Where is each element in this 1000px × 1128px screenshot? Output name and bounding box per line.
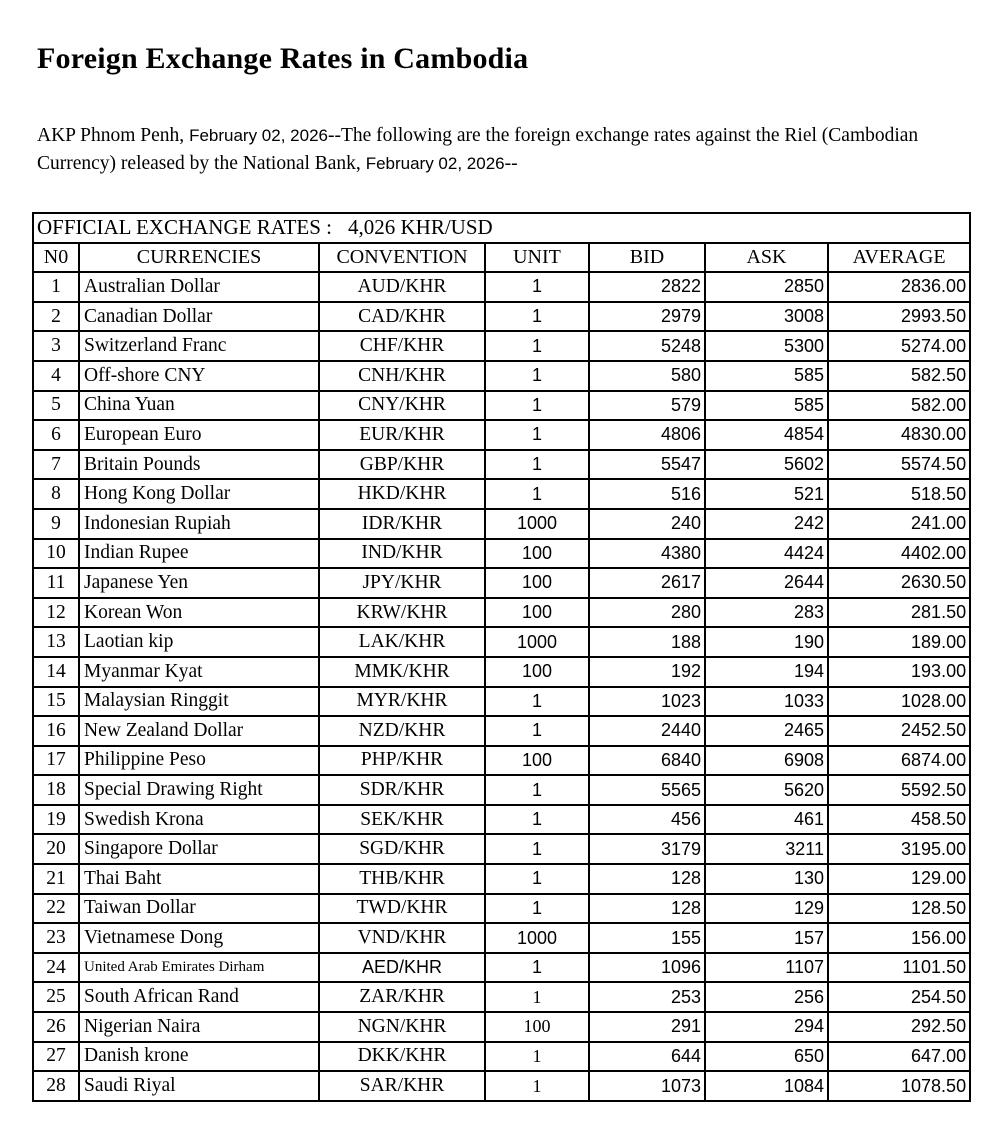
cell-bid: 5248: [589, 331, 705, 361]
cell-unit: 100: [485, 746, 589, 776]
cell-bid: 579: [589, 391, 705, 421]
cell-ask: 5300: [705, 331, 828, 361]
cell-convention: VND/KHR: [319, 923, 485, 953]
cell-average: 2452.50: [828, 716, 970, 746]
cell-no: 5: [33, 391, 79, 421]
cell-currency: Korean Won: [79, 598, 319, 628]
cell-convention: SEK/KHR: [319, 805, 485, 835]
cell-no: 9: [33, 509, 79, 539]
cell-ask: 2850: [705, 272, 828, 302]
table-body: [33, 272, 970, 1101]
cell-no: 18: [33, 775, 79, 805]
column-header-currencies: CURRENCIES: [79, 243, 319, 273]
cell-average: 1028.00: [828, 687, 970, 717]
table-row: [33, 1042, 970, 1072]
cell-ask: 242: [705, 509, 828, 539]
cell-average: 2836.00: [828, 272, 970, 302]
cell-no: 28: [33, 1071, 79, 1101]
cell-ask: 5620: [705, 775, 828, 805]
intro-segment-body: --: [504, 153, 518, 174]
cell-bid: 128: [589, 894, 705, 924]
cell-convention: SDR/KHR: [319, 775, 485, 805]
table-row: [33, 953, 970, 983]
cell-ask: 461: [705, 805, 828, 835]
header-row: [33, 243, 970, 273]
cell-average: 582.50: [828, 361, 970, 391]
cell-ask: 4424: [705, 539, 828, 569]
cell-average: 128.50: [828, 894, 970, 924]
cell-convention: NZD/KHR: [319, 716, 485, 746]
cell-average: 193.00: [828, 657, 970, 687]
cell-bid: 240: [589, 509, 705, 539]
cell-unit: 1: [485, 953, 589, 983]
cell-currency: Swedish Krona: [79, 805, 319, 835]
cell-unit: 1: [485, 361, 589, 391]
cell-ask: 5602: [705, 450, 828, 480]
cell-bid: 155: [589, 923, 705, 953]
cell-average: 241.00: [828, 509, 970, 539]
cell-unit: 1: [485, 894, 589, 924]
cell-unit: 100: [485, 568, 589, 598]
cell-unit: 1: [485, 982, 589, 1012]
intro-paragraph: [37, 122, 945, 178]
cell-ask: 650: [705, 1042, 828, 1072]
cell-no: 7: [33, 450, 79, 480]
cell-convention: CNY/KHR: [319, 391, 485, 421]
cell-unit: 100: [485, 1012, 589, 1042]
table-row: [33, 716, 970, 746]
cell-bid: 1073: [589, 1071, 705, 1101]
table-row: [33, 391, 970, 421]
cell-currency: Switzerland Franc: [79, 331, 319, 361]
cell-convention: IDR/KHR: [319, 509, 485, 539]
cell-unit: 1: [485, 775, 589, 805]
cell-bid: 2822: [589, 272, 705, 302]
cell-no: 6: [33, 420, 79, 450]
cell-no: 8: [33, 479, 79, 509]
cell-no: 4: [33, 361, 79, 391]
cell-convention: GBP/KHR: [319, 450, 485, 480]
cell-ask: 585: [705, 391, 828, 421]
cell-average: 129.00: [828, 864, 970, 894]
cell-bid: 2440: [589, 716, 705, 746]
cell-convention: CNH/KHR: [319, 361, 485, 391]
cell-convention: SGD/KHR: [319, 834, 485, 864]
cell-ask: 4854: [705, 420, 828, 450]
table-row: [33, 746, 970, 776]
cell-average: 292.50: [828, 1012, 970, 1042]
cell-convention: EUR/KHR: [319, 420, 485, 450]
cell-ask: 2644: [705, 568, 828, 598]
cell-currency: Australian Dollar: [79, 272, 319, 302]
cell-currency: Saudi Riyal: [79, 1071, 319, 1101]
column-header-average: AVERAGE: [828, 243, 970, 273]
table-row: [33, 627, 970, 657]
cell-currency: China Yuan: [79, 391, 319, 421]
cell-ask: 1084: [705, 1071, 828, 1101]
cell-average: 4402.00: [828, 539, 970, 569]
table-row: [33, 420, 970, 450]
cell-currency: Taiwan Dollar: [79, 894, 319, 924]
table-row: [33, 834, 970, 864]
cell-bid: 580: [589, 361, 705, 391]
cell-unit: 1: [485, 331, 589, 361]
cell-unit: 1: [485, 272, 589, 302]
cell-convention: AED/KHR: [319, 953, 485, 983]
cell-no: 22: [33, 894, 79, 924]
table-row: [33, 775, 970, 805]
cell-no: 11: [33, 568, 79, 598]
intro-segment-date: February 02, 2026: [189, 126, 328, 145]
cell-bid: 5547: [589, 450, 705, 480]
cell-convention: NGN/KHR: [319, 1012, 485, 1042]
cell-convention: DKK/KHR: [319, 1042, 485, 1072]
cell-no: 2: [33, 302, 79, 332]
cell-bid: 5565: [589, 775, 705, 805]
cell-ask: 194: [705, 657, 828, 687]
cell-unit: 1: [485, 420, 589, 450]
cell-currency: Laotian kip: [79, 627, 319, 657]
cell-convention: TWD/KHR: [319, 894, 485, 924]
cell-average: 6874.00: [828, 746, 970, 776]
cell-unit: 1: [485, 716, 589, 746]
cell-no: 16: [33, 716, 79, 746]
cell-bid: 1096: [589, 953, 705, 983]
cell-bid: 2617: [589, 568, 705, 598]
table-row: [33, 687, 970, 717]
column-header-bid: BID: [589, 243, 705, 273]
cell-no: 23: [33, 923, 79, 953]
cell-average: 518.50: [828, 479, 970, 509]
cell-currency: Nigerian Naira: [79, 1012, 319, 1042]
cell-no: 26: [33, 1012, 79, 1042]
cell-bid: 188: [589, 627, 705, 657]
table-row: [33, 864, 970, 894]
cell-convention: JPY/KHR: [319, 568, 485, 598]
cell-no: 25: [33, 982, 79, 1012]
cell-bid: 4380: [589, 539, 705, 569]
column-header-convention: CONVENTION: [319, 243, 485, 273]
cell-bid: 280: [589, 598, 705, 628]
cell-convention: SAR/KHR: [319, 1071, 485, 1101]
cell-bid: 3179: [589, 834, 705, 864]
cell-average: 1078.50: [828, 1071, 970, 1101]
intro-segment-date: February 02, 2026: [365, 154, 505, 173]
cell-convention: AUD/KHR: [319, 272, 485, 302]
cell-ask: 585: [705, 361, 828, 391]
cell-currency: Thai Baht: [79, 864, 319, 894]
cell-convention: CHF/KHR: [319, 331, 485, 361]
cell-average: 281.50: [828, 598, 970, 628]
cell-ask: 157: [705, 923, 828, 953]
cell-currency: Malaysian Ringgit: [79, 687, 319, 717]
cell-convention: MYR/KHR: [319, 687, 485, 717]
cell-no: 27: [33, 1042, 79, 1072]
cell-ask: 129: [705, 894, 828, 924]
cell-unit: 1: [485, 302, 589, 332]
table-row: [33, 1012, 970, 1042]
table-row: [33, 272, 970, 302]
cell-bid: 456: [589, 805, 705, 835]
cell-ask: 283: [705, 598, 828, 628]
cell-unit: 100: [485, 598, 589, 628]
cell-bid: 644: [589, 1042, 705, 1072]
cell-ask: 2465: [705, 716, 828, 746]
cell-convention: CAD/KHR: [319, 302, 485, 332]
cell-convention: ZAR/KHR: [319, 982, 485, 1012]
cell-no: 15: [33, 687, 79, 717]
cell-unit: 1000: [485, 627, 589, 657]
cell-unit: 1: [485, 450, 589, 480]
cell-average: 254.50: [828, 982, 970, 1012]
cell-no: 12: [33, 598, 79, 628]
cell-no: 20: [33, 834, 79, 864]
cell-average: 156.00: [828, 923, 970, 953]
table-row: [33, 568, 970, 598]
table-row: [33, 479, 970, 509]
cell-convention: HKD/KHR: [319, 479, 485, 509]
cell-average: 5592.50: [828, 775, 970, 805]
cell-bid: 192: [589, 657, 705, 687]
cell-bid: 516: [589, 479, 705, 509]
cell-currency: Vietnamese Dong: [79, 923, 319, 953]
cell-average: 647.00: [828, 1042, 970, 1072]
cell-convention: PHP/KHR: [319, 746, 485, 776]
page-title: Foreign Exchange Rates in Cambodia: [37, 42, 529, 75]
exchange-rates-table: [32, 212, 971, 1102]
cell-unit: 1: [485, 479, 589, 509]
cell-average: 2993.50: [828, 302, 970, 332]
cell-currency: Special Drawing Right: [79, 775, 319, 805]
cell-bid: 1023: [589, 687, 705, 717]
table-row: [33, 805, 970, 835]
cell-unit: 1: [485, 834, 589, 864]
cell-ask: 294: [705, 1012, 828, 1042]
cell-bid: 2979: [589, 302, 705, 332]
cell-convention: THB/KHR: [319, 864, 485, 894]
cell-no: 21: [33, 864, 79, 894]
cell-bid: 4806: [589, 420, 705, 450]
cell-ask: 6908: [705, 746, 828, 776]
cell-no: 17: [33, 746, 79, 776]
table-row: [33, 361, 970, 391]
column-header-unit: UNIT: [485, 243, 589, 273]
column-header-ask: ASK: [705, 243, 828, 273]
table-row: [33, 982, 970, 1012]
cell-convention: KRW/KHR: [319, 598, 485, 628]
table-row: [33, 894, 970, 924]
cell-currency: Britain Pounds: [79, 450, 319, 480]
cell-unit: 1: [485, 864, 589, 894]
cell-bid: 291: [589, 1012, 705, 1042]
cell-average: 3195.00: [828, 834, 970, 864]
cell-no: 3: [33, 331, 79, 361]
cell-unit: 1: [485, 805, 589, 835]
official-rate-caption: [33, 213, 970, 243]
table-head: [33, 213, 970, 272]
cell-no: 14: [33, 657, 79, 687]
cell-currency: New Zealand Dollar: [79, 716, 319, 746]
intro-segment-body: AKP Phnom Penh,: [37, 125, 190, 146]
official-rate-label: OFFICIAL EXCHANGE RATES :: [37, 215, 332, 240]
cell-ask: 130: [705, 864, 828, 894]
cell-convention: LAK/KHR: [319, 627, 485, 657]
cell-unit: 1: [485, 1071, 589, 1101]
cell-currency: Singapore Dollar: [79, 834, 319, 864]
table-row: [33, 598, 970, 628]
cell-currency: Myanmar Kyat: [79, 657, 319, 687]
cell-no: 19: [33, 805, 79, 835]
cell-ask: 1107: [705, 953, 828, 983]
cell-unit: 1000: [485, 509, 589, 539]
table-row: [33, 923, 970, 953]
cell-unit: 1000: [485, 923, 589, 953]
cell-ask: 521: [705, 479, 828, 509]
cell-currency: Japanese Yen: [79, 568, 319, 598]
cell-currency: Hong Kong Dollar: [79, 479, 319, 509]
cell-currency: Indian Rupee: [79, 539, 319, 569]
cell-average: 582.00: [828, 391, 970, 421]
table-row: [33, 302, 970, 332]
cell-no: 1: [33, 272, 79, 302]
cell-currency: South African Rand: [79, 982, 319, 1012]
cell-unit: 100: [485, 539, 589, 569]
cell-average: 5574.50: [828, 450, 970, 480]
table-row: [33, 657, 970, 687]
cell-no: 24: [33, 953, 79, 983]
cell-unit: 1: [485, 1042, 589, 1072]
cell-currency: United Arab Emirates Dirham: [79, 953, 319, 983]
cell-bid: 128: [589, 864, 705, 894]
cell-no: 13: [33, 627, 79, 657]
intro-segment-body: --The following are the foreign exchange rates against the Riel (Cambodian Currency) released by the National Bank,: [37, 125, 919, 174]
cell-average: 458.50: [828, 805, 970, 835]
cell-unit: 1: [485, 391, 589, 421]
table-row: [33, 331, 970, 361]
cell-currency: Canadian Dollar: [79, 302, 319, 332]
table-row: [33, 1071, 970, 1101]
cell-average: 5274.00: [828, 331, 970, 361]
cell-currency: European Euro: [79, 420, 319, 450]
cell-average: 1101.50: [828, 953, 970, 983]
cell-currency: Indonesian Rupiah: [79, 509, 319, 539]
table-row: [33, 450, 970, 480]
cell-currency: Off-shore CNY: [79, 361, 319, 391]
cell-ask: 3008: [705, 302, 828, 332]
table-row: [33, 539, 970, 569]
cell-ask: 3211: [705, 834, 828, 864]
official-rate-value: 4,026 KHR/USD: [347, 215, 493, 240]
cell-ask: 190: [705, 627, 828, 657]
cell-convention: IND/KHR: [319, 539, 485, 569]
caption-row: [33, 213, 970, 243]
cell-average: 4830.00: [828, 420, 970, 450]
column-header-n0: N0: [33, 243, 79, 273]
cell-convention: MMK/KHR: [319, 657, 485, 687]
cell-currency: Danish krone: [79, 1042, 319, 1072]
cell-ask: 1033: [705, 687, 828, 717]
cell-average: 2630.50: [828, 568, 970, 598]
cell-average: 189.00: [828, 627, 970, 657]
cell-unit: 100: [485, 657, 589, 687]
cell-bid: 253: [589, 982, 705, 1012]
cell-ask: 256: [705, 982, 828, 1012]
table-row: [33, 509, 970, 539]
cell-no: 10: [33, 539, 79, 569]
cell-unit: 1: [485, 687, 589, 717]
cell-bid: 6840: [589, 746, 705, 776]
cell-currency: Philippine Peso: [79, 746, 319, 776]
